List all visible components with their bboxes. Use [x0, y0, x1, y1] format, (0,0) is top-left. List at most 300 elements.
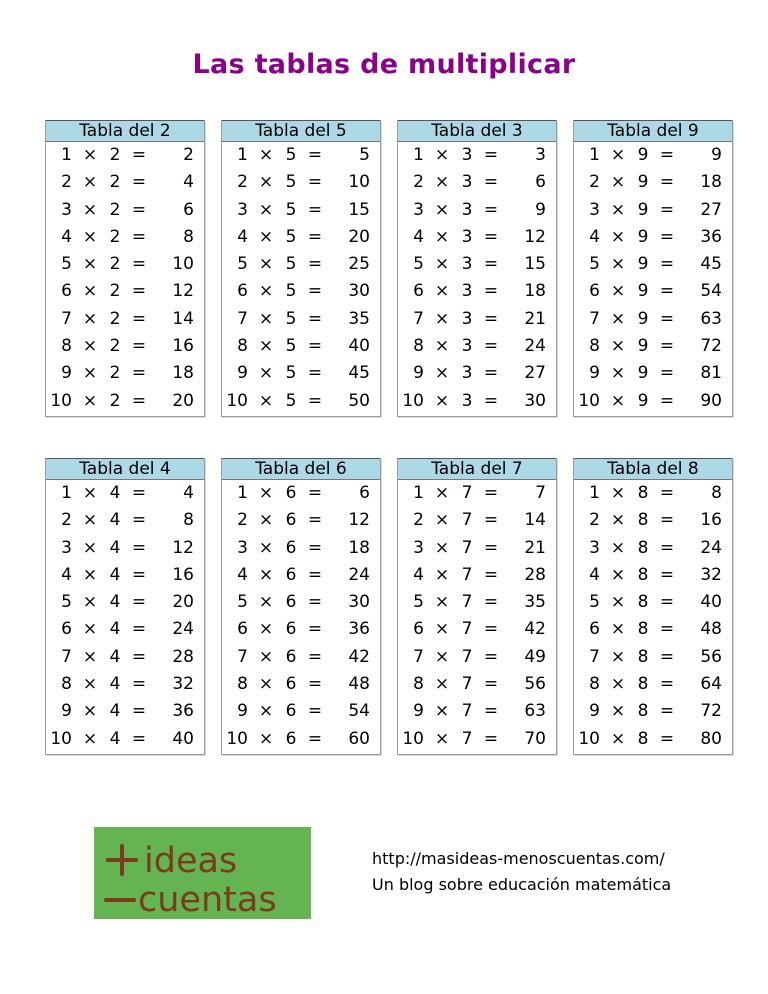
factor: 9 — [637, 145, 649, 165]
table-row — [222, 306, 380, 333]
times-sign: × — [610, 172, 626, 193]
table-row — [222, 507, 380, 534]
times-sign: × — [82, 281, 98, 302]
factor: 9 — [637, 363, 649, 384]
equals-sign: = — [483, 646, 499, 667]
equals-sign: = — [659, 510, 675, 531]
table-row — [222, 644, 380, 671]
factor: 9 — [637, 226, 649, 247]
times-table-2 — [45, 120, 205, 417]
product: 64 — [700, 674, 722, 695]
table-row — [574, 306, 732, 333]
product: 3 — [535, 145, 546, 165]
equals-sign: = — [307, 336, 323, 357]
table-row — [46, 142, 204, 169]
times-sign: × — [434, 537, 450, 558]
multiplier: 10 — [226, 390, 248, 411]
factor: 8 — [637, 510, 649, 531]
equals-sign: = — [307, 674, 323, 695]
equals-sign: = — [483, 674, 499, 695]
product: 35 — [348, 308, 370, 329]
multiplier: 4 — [237, 564, 248, 585]
product: 42 — [524, 619, 546, 640]
table-row — [46, 562, 204, 589]
multiplier: 1 — [413, 483, 424, 503]
product: 72 — [700, 336, 722, 357]
equals-sign: = — [659, 199, 675, 220]
factor: 5 — [285, 336, 297, 357]
multiplier: 10 — [50, 390, 72, 411]
times-sign: × — [434, 483, 450, 503]
equals-sign: = — [659, 646, 675, 667]
product: 24 — [348, 564, 370, 585]
times-sign: × — [434, 145, 450, 165]
multiplier: 9 — [61, 363, 72, 384]
table-row — [398, 616, 556, 643]
product: 9 — [535, 199, 546, 220]
multiplier: 4 — [237, 226, 248, 247]
times-sign: × — [610, 226, 626, 247]
logo-text-cuentas: cuentas — [138, 880, 277, 919]
equals-sign: = — [307, 592, 323, 613]
factor: 2 — [109, 172, 121, 193]
times-sign: × — [82, 592, 98, 613]
factor: 9 — [637, 390, 649, 411]
equals-sign: = — [659, 564, 675, 585]
factor: 7 — [461, 564, 473, 585]
factor: 9 — [637, 254, 649, 275]
multiplier: 8 — [589, 336, 600, 357]
product: 15 — [348, 199, 370, 220]
product: 18 — [524, 281, 546, 302]
factor: 9 — [637, 308, 649, 329]
equals-sign: = — [131, 172, 147, 193]
table-row — [398, 388, 556, 415]
factor: 8 — [637, 619, 649, 640]
equals-sign: = — [483, 510, 499, 531]
times-sign: × — [82, 537, 98, 558]
equals-sign: = — [131, 701, 147, 722]
equals-sign: = — [483, 226, 499, 247]
multiplier: 7 — [61, 308, 72, 329]
factor: 7 — [461, 483, 473, 503]
multiplier: 10 — [402, 728, 424, 749]
product: 48 — [348, 674, 370, 695]
times-table-7 — [397, 458, 557, 755]
multiplier: 7 — [589, 646, 600, 667]
multiplier: 2 — [61, 172, 72, 193]
equals-sign: = — [131, 564, 147, 585]
table-row — [398, 589, 556, 616]
times-sign: × — [258, 172, 274, 193]
product: 72 — [700, 701, 722, 722]
table-row — [222, 197, 380, 224]
table-row — [574, 169, 732, 196]
factor: 7 — [461, 701, 473, 722]
equals-sign: = — [307, 483, 323, 503]
product: 63 — [700, 308, 722, 329]
factor: 5 — [285, 254, 297, 275]
factor: 6 — [285, 728, 297, 749]
table-row — [46, 698, 204, 725]
multiplier: 3 — [589, 199, 600, 220]
product: 81 — [700, 363, 722, 384]
multiplier: 8 — [413, 674, 424, 695]
product: 14 — [172, 308, 194, 329]
table-row — [222, 562, 380, 589]
equals-sign: = — [483, 254, 499, 275]
product: 36 — [348, 619, 370, 640]
table-row — [222, 616, 380, 643]
multiplier: 9 — [413, 701, 424, 722]
table-row — [398, 671, 556, 698]
factor: 5 — [285, 281, 297, 302]
times-sign: × — [610, 510, 626, 531]
product: 54 — [348, 701, 370, 722]
factor: 7 — [461, 592, 473, 613]
times-sign: × — [258, 564, 274, 585]
multiplier: 6 — [237, 281, 248, 302]
times-sign: × — [434, 363, 450, 384]
equals-sign: = — [659, 363, 675, 384]
equals-sign: = — [307, 363, 323, 384]
times-sign: × — [610, 145, 626, 165]
table-row — [398, 562, 556, 589]
multiplier: 5 — [413, 592, 424, 613]
factor: 5 — [285, 308, 297, 329]
equals-sign: = — [131, 592, 147, 613]
table-row — [46, 278, 204, 305]
multiplier: 9 — [61, 701, 72, 722]
factor: 3 — [461, 254, 473, 275]
factor: 2 — [109, 254, 121, 275]
multiplier: 3 — [413, 537, 424, 558]
product: 12 — [172, 537, 194, 558]
equals-sign: = — [131, 728, 147, 749]
equals-sign: = — [307, 308, 323, 329]
logo — [94, 827, 311, 919]
product: 16 — [700, 510, 722, 531]
multiplier: 8 — [237, 674, 248, 695]
multiplier: 6 — [413, 619, 424, 640]
table-header: Tabla del 8 — [574, 458, 732, 480]
table-row — [46, 224, 204, 251]
times-sign: × — [258, 701, 274, 722]
table-row — [398, 224, 556, 251]
factor: 6 — [285, 646, 297, 667]
times-sign: × — [434, 592, 450, 613]
equals-sign: = — [307, 728, 323, 749]
table-header: Tabla del 7 — [398, 458, 556, 480]
equals-sign: = — [131, 145, 147, 165]
equals-sign: = — [131, 674, 147, 695]
equals-sign: = — [131, 646, 147, 667]
table-row — [398, 507, 556, 534]
factor: 6 — [285, 701, 297, 722]
times-sign: × — [258, 537, 274, 558]
multiplier: 8 — [589, 674, 600, 695]
factor: 2 — [109, 308, 121, 329]
table-header: Tabla del 6 — [222, 458, 380, 480]
factor: 8 — [637, 537, 649, 558]
times-sign: × — [610, 336, 626, 357]
multiplier: 5 — [237, 592, 248, 613]
times-sign: × — [258, 728, 274, 749]
equals-sign: = — [659, 592, 675, 613]
multiplier: 2 — [589, 510, 600, 531]
multiplier: 6 — [61, 281, 72, 302]
product: 40 — [348, 336, 370, 357]
times-sign: × — [610, 483, 626, 503]
equals-sign: = — [131, 336, 147, 357]
product: 42 — [348, 646, 370, 667]
product: 7 — [535, 483, 546, 503]
blog-url[interactable]: http://masideas-menoscuentas.com/ — [372, 849, 665, 868]
equals-sign: = — [659, 336, 675, 357]
times-sign: × — [434, 172, 450, 193]
table-header: Tabla del 9 — [574, 120, 732, 142]
product: 20 — [172, 390, 194, 411]
times-table-8 — [573, 458, 733, 755]
multiplier: 10 — [226, 728, 248, 749]
equals-sign: = — [131, 199, 147, 220]
logo-artwork — [94, 827, 311, 919]
table-row — [398, 197, 556, 224]
product: 27 — [700, 199, 722, 220]
table-row — [398, 278, 556, 305]
product: 70 — [524, 728, 546, 749]
logo-text-ideas: ideas — [144, 841, 238, 881]
equals-sign: = — [307, 510, 323, 531]
times-sign: × — [258, 646, 274, 667]
factor: 5 — [285, 172, 297, 193]
equals-sign: = — [659, 281, 675, 302]
times-sign: × — [258, 363, 274, 384]
factor: 3 — [461, 281, 473, 302]
table-row — [222, 169, 380, 196]
table-row — [398, 644, 556, 671]
times-sign: × — [434, 281, 450, 302]
product: 40 — [172, 728, 194, 749]
factor: 3 — [461, 172, 473, 193]
table-row — [574, 562, 732, 589]
factor: 6 — [285, 510, 297, 531]
times-sign: × — [610, 619, 626, 640]
times-sign: × — [82, 145, 98, 165]
product: 2 — [183, 145, 194, 165]
factor: 4 — [109, 592, 121, 613]
equals-sign: = — [483, 701, 499, 722]
factor: 3 — [461, 145, 473, 165]
factor: 8 — [637, 564, 649, 585]
table-header: Tabla del 5 — [222, 120, 380, 142]
product: 5 — [359, 145, 370, 165]
multiplier: 4 — [413, 226, 424, 247]
product: 6 — [359, 483, 370, 503]
times-sign: × — [258, 510, 274, 531]
equals-sign: = — [483, 619, 499, 640]
times-sign: × — [610, 674, 626, 695]
equals-sign: = — [483, 390, 499, 411]
equals-sign: = — [483, 308, 499, 329]
multiplier: 2 — [589, 172, 600, 193]
factor: 6 — [285, 537, 297, 558]
multiplier: 9 — [237, 701, 248, 722]
table-row — [46, 535, 204, 562]
equals-sign: = — [131, 363, 147, 384]
table-row — [46, 333, 204, 360]
table-header: Tabla del 4 — [46, 458, 204, 480]
multiplier: 4 — [61, 226, 72, 247]
multiplier: 3 — [237, 537, 248, 558]
product: 90 — [700, 390, 722, 411]
product: 10 — [172, 254, 194, 275]
table-row — [222, 278, 380, 305]
factor: 4 — [109, 510, 121, 531]
table-row — [574, 197, 732, 224]
equals-sign: = — [131, 510, 147, 531]
times-sign: × — [82, 728, 98, 749]
table-row — [222, 535, 380, 562]
multiplier: 8 — [237, 336, 248, 357]
product: 50 — [348, 390, 370, 411]
factor: 3 — [461, 308, 473, 329]
times-sign: × — [434, 390, 450, 411]
product: 10 — [348, 172, 370, 193]
multiplier: 3 — [61, 199, 72, 220]
product: 8 — [711, 483, 722, 503]
times-sign: × — [434, 728, 450, 749]
equals-sign: = — [307, 390, 323, 411]
table-row — [398, 306, 556, 333]
times-sign: × — [258, 483, 274, 503]
times-sign: × — [610, 281, 626, 302]
factor: 8 — [637, 728, 649, 749]
equals-sign: = — [307, 226, 323, 247]
times-sign: × — [82, 336, 98, 357]
equals-sign: = — [307, 254, 323, 275]
equals-sign: = — [483, 592, 499, 613]
multiplier: 5 — [61, 254, 72, 275]
equals-sign: = — [307, 172, 323, 193]
product: 4 — [183, 483, 194, 503]
product: 54 — [700, 281, 722, 302]
times-sign: × — [434, 336, 450, 357]
factor: 6 — [285, 483, 297, 503]
multiplier: 1 — [237, 483, 248, 503]
factor: 8 — [637, 674, 649, 695]
factor: 9 — [637, 281, 649, 302]
times-table-5 — [221, 120, 381, 417]
factor: 3 — [461, 363, 473, 384]
multiplier: 1 — [61, 483, 72, 503]
factor: 2 — [109, 145, 121, 165]
multiplier: 2 — [413, 510, 424, 531]
times-sign: × — [610, 592, 626, 613]
table-header: Tabla del 2 — [46, 120, 204, 142]
times-sign: × — [82, 226, 98, 247]
product: 21 — [524, 537, 546, 558]
factor: 2 — [109, 336, 121, 357]
equals-sign: = — [483, 145, 499, 165]
times-sign: × — [258, 674, 274, 695]
product: 24 — [700, 537, 722, 558]
factor: 4 — [109, 619, 121, 640]
factor: 8 — [637, 592, 649, 613]
times-sign: × — [258, 226, 274, 247]
table-row — [46, 507, 204, 534]
multiplier: 6 — [589, 281, 600, 302]
equals-sign: = — [659, 483, 675, 503]
table-row — [398, 142, 556, 169]
times-sign: × — [82, 510, 98, 531]
table-row — [574, 507, 732, 534]
multiplier: 6 — [589, 619, 600, 640]
table-row — [574, 278, 732, 305]
table-row — [574, 224, 732, 251]
equals-sign: = — [483, 728, 499, 749]
times-sign: × — [610, 308, 626, 329]
multiplier: 4 — [589, 564, 600, 585]
factor: 2 — [109, 390, 121, 411]
multiplier: 2 — [413, 172, 424, 193]
times-sign: × — [434, 510, 450, 531]
table-row — [222, 333, 380, 360]
product: 63 — [524, 701, 546, 722]
product: 18 — [172, 363, 194, 384]
times-sign: × — [258, 281, 274, 302]
product: 28 — [524, 564, 546, 585]
factor: 3 — [461, 336, 473, 357]
factor: 7 — [461, 646, 473, 667]
table-row — [222, 671, 380, 698]
table-header: Tabla del 3 — [398, 120, 556, 142]
factor: 8 — [637, 701, 649, 722]
multiplier: 4 — [589, 226, 600, 247]
product: 8 — [183, 226, 194, 247]
factor: 5 — [285, 145, 297, 165]
times-sign: × — [434, 701, 450, 722]
product: 16 — [172, 336, 194, 357]
product: 32 — [172, 674, 194, 695]
equals-sign: = — [659, 226, 675, 247]
table-row — [46, 480, 204, 507]
equals-sign: = — [483, 363, 499, 384]
product: 30 — [524, 390, 546, 411]
multiplier: 5 — [61, 592, 72, 613]
product: 12 — [348, 510, 370, 531]
table-row — [222, 589, 380, 616]
equals-sign: = — [307, 619, 323, 640]
equals-sign: = — [659, 674, 675, 695]
table-row — [222, 142, 380, 169]
factor: 5 — [285, 199, 297, 220]
times-sign: × — [610, 199, 626, 220]
equals-sign: = — [659, 145, 675, 165]
table-row — [574, 671, 732, 698]
equals-sign: = — [131, 226, 147, 247]
times-sign: × — [610, 646, 626, 667]
table-row — [574, 589, 732, 616]
equals-sign: = — [659, 728, 675, 749]
equals-sign: = — [483, 172, 499, 193]
multiplier: 2 — [61, 510, 72, 531]
table-row — [574, 644, 732, 671]
equals-sign: = — [483, 564, 499, 585]
factor: 6 — [285, 619, 297, 640]
times-sign: × — [434, 199, 450, 220]
table-row — [46, 197, 204, 224]
